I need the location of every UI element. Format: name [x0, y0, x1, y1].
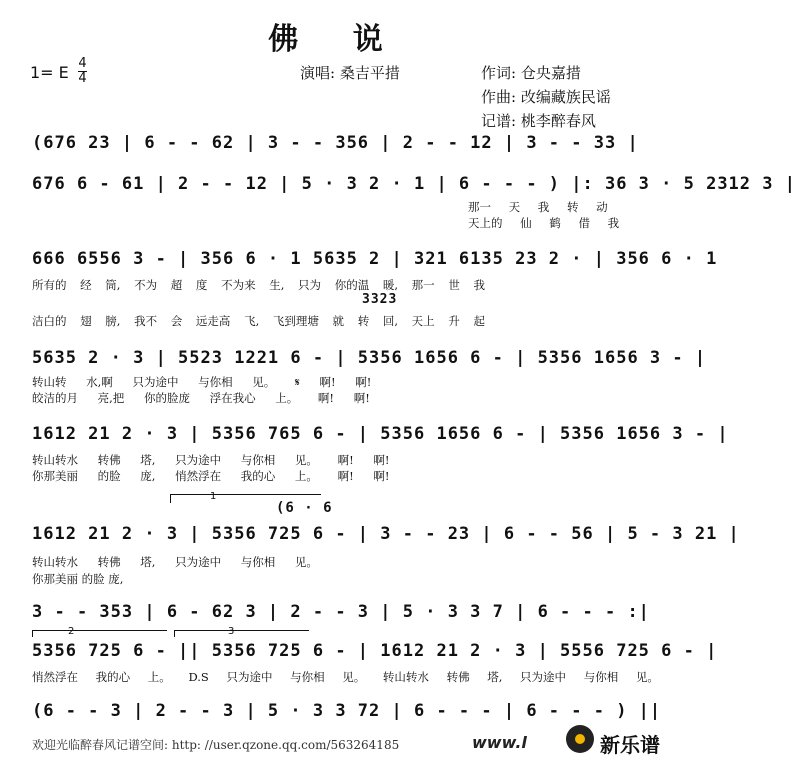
key-signature: 1= E — [30, 63, 69, 82]
lyrics-row-3-verse-1: 所有的 经 筒, 不为 超 度 不为来 生, 只为 你的温 暖, 那一 世 我 — [32, 278, 485, 292]
notation-row-1: (676 23 | 6 - - 62 | 3 - - 356 | 2 - - 12 | 3 - - 33 | — [32, 133, 639, 153]
singer-credit: 演唱: 桑吉平措 — [300, 64, 400, 82]
notation-row-2: 676 6 - 61 | 2 - - 12 | 5 · 3 2 · 1 | 6 - - - ) |: 36 3 · 5 2312 3 | — [32, 174, 796, 194]
notation-row-8: 5356 725 6 - || 5356 725 6 - | 1612 21 2 · 3 | 5556 725 6 - | — [32, 641, 718, 661]
lyrics-row-2-verse-1: 那一 天 我 转 动 — [468, 200, 608, 214]
lyrics-row-6-verse-2: 你那美丽 的脸 庞, — [32, 572, 124, 586]
lyrics-row-3-verse-2: 洁白的 翅 膀, 我不 会 远走高 飞, 飞到理塘 就 转 回, 天上 升 起 — [32, 314, 485, 328]
meter-top: 4 — [78, 56, 87, 71]
transcriber-credit: 记谱: 桃李醉春风 — [481, 112, 596, 130]
lyrics-row-8: 悄然浮在 我的心 上。 D.S 只为途中 与你相 见。 转山转水 转佛 塔, 只为途中 与你相 见。 — [32, 670, 659, 684]
site-url: www.l — [472, 733, 527, 752]
lyrics-row-5-verse-2: 你那美丽 的脸 庞, 悄然浮在 我的心 上。 啊! 啊! — [32, 469, 390, 483]
notation-row-3-alt: 3323 — [362, 292, 398, 307]
lyrics-row-4-verse-2: 皎洁的月 亮,把 你的脸庞 浮在我心 上。 啊! 啊! — [32, 391, 370, 405]
lyrics-row-4-verse-1: 转山转 水,啊 只为途中 与你相 见。 𝄋 啊! 啊! — [32, 375, 372, 389]
time-signature — [78, 58, 87, 85]
meter-bottom: 4 — [78, 71, 87, 86]
volta-number-3: 3 — [228, 626, 235, 637]
lyrics-row-2-verse-2: 天上的 仙 鹤 借 我 — [468, 216, 620, 230]
lyrics-row-6-verse-1: 转山转水 转佛 塔, 只为途中 与你相 见。 — [32, 555, 318, 569]
composer-credit: 作曲: 改编藏族民谣 — [481, 88, 611, 106]
notation-row-3: 666 6556 3 - | 356 6 · 1 5635 2 | 321 6135 23 2 · | 356 6 · 1 — [32, 249, 718, 269]
notation-row-7: 3 - - 353 | 6 - 62 3 | 2 - - 3 | 5 · 3 3 7 | 6 - - - :| — [32, 602, 650, 622]
volta-bracket-2 — [32, 630, 167, 637]
volta-number-1: 1 — [210, 491, 217, 502]
notation-row-5: 1612 21 2 · 3 | 5356 765 6 - | 5356 1656 6 - | 5356 1656 3 - | — [32, 424, 729, 444]
record-logo-icon — [566, 725, 594, 753]
footer-credit: 欢迎光临醉春风记谱空间: http: //user.qzone.qq.com/563264185 — [32, 738, 400, 752]
notation-row-4: 5635 2 · 3 | 5523 1221 6 - | 5356 1656 6 - | 5356 1656 3 - | — [32, 348, 707, 368]
notation-row-6-pickup: (6 · 6 — [276, 500, 333, 516]
brand-name: 新乐谱 — [600, 733, 660, 757]
lyricist-credit: 作词: 仓央嘉措 — [481, 64, 581, 82]
notation-row-9: (6 - - 3 | 2 - - 3 | 5 · 3 3 72 | 6 - - - | 6 - - - ) || — [32, 701, 662, 721]
volta-bracket-3 — [174, 630, 309, 637]
volta-number-2: 2 — [68, 626, 75, 637]
lyrics-row-5-verse-1: 转山转水 转佛 塔, 只为途中 与你相 见。 啊! 啊! — [32, 453, 390, 467]
notation-row-6: 1612 21 2 · 3 | 5356 725 6 - | 3 - - 23 | 6 - - 56 | 5 - 3 21 | — [32, 524, 740, 544]
song-title: 佛 说 — [268, 22, 405, 57]
